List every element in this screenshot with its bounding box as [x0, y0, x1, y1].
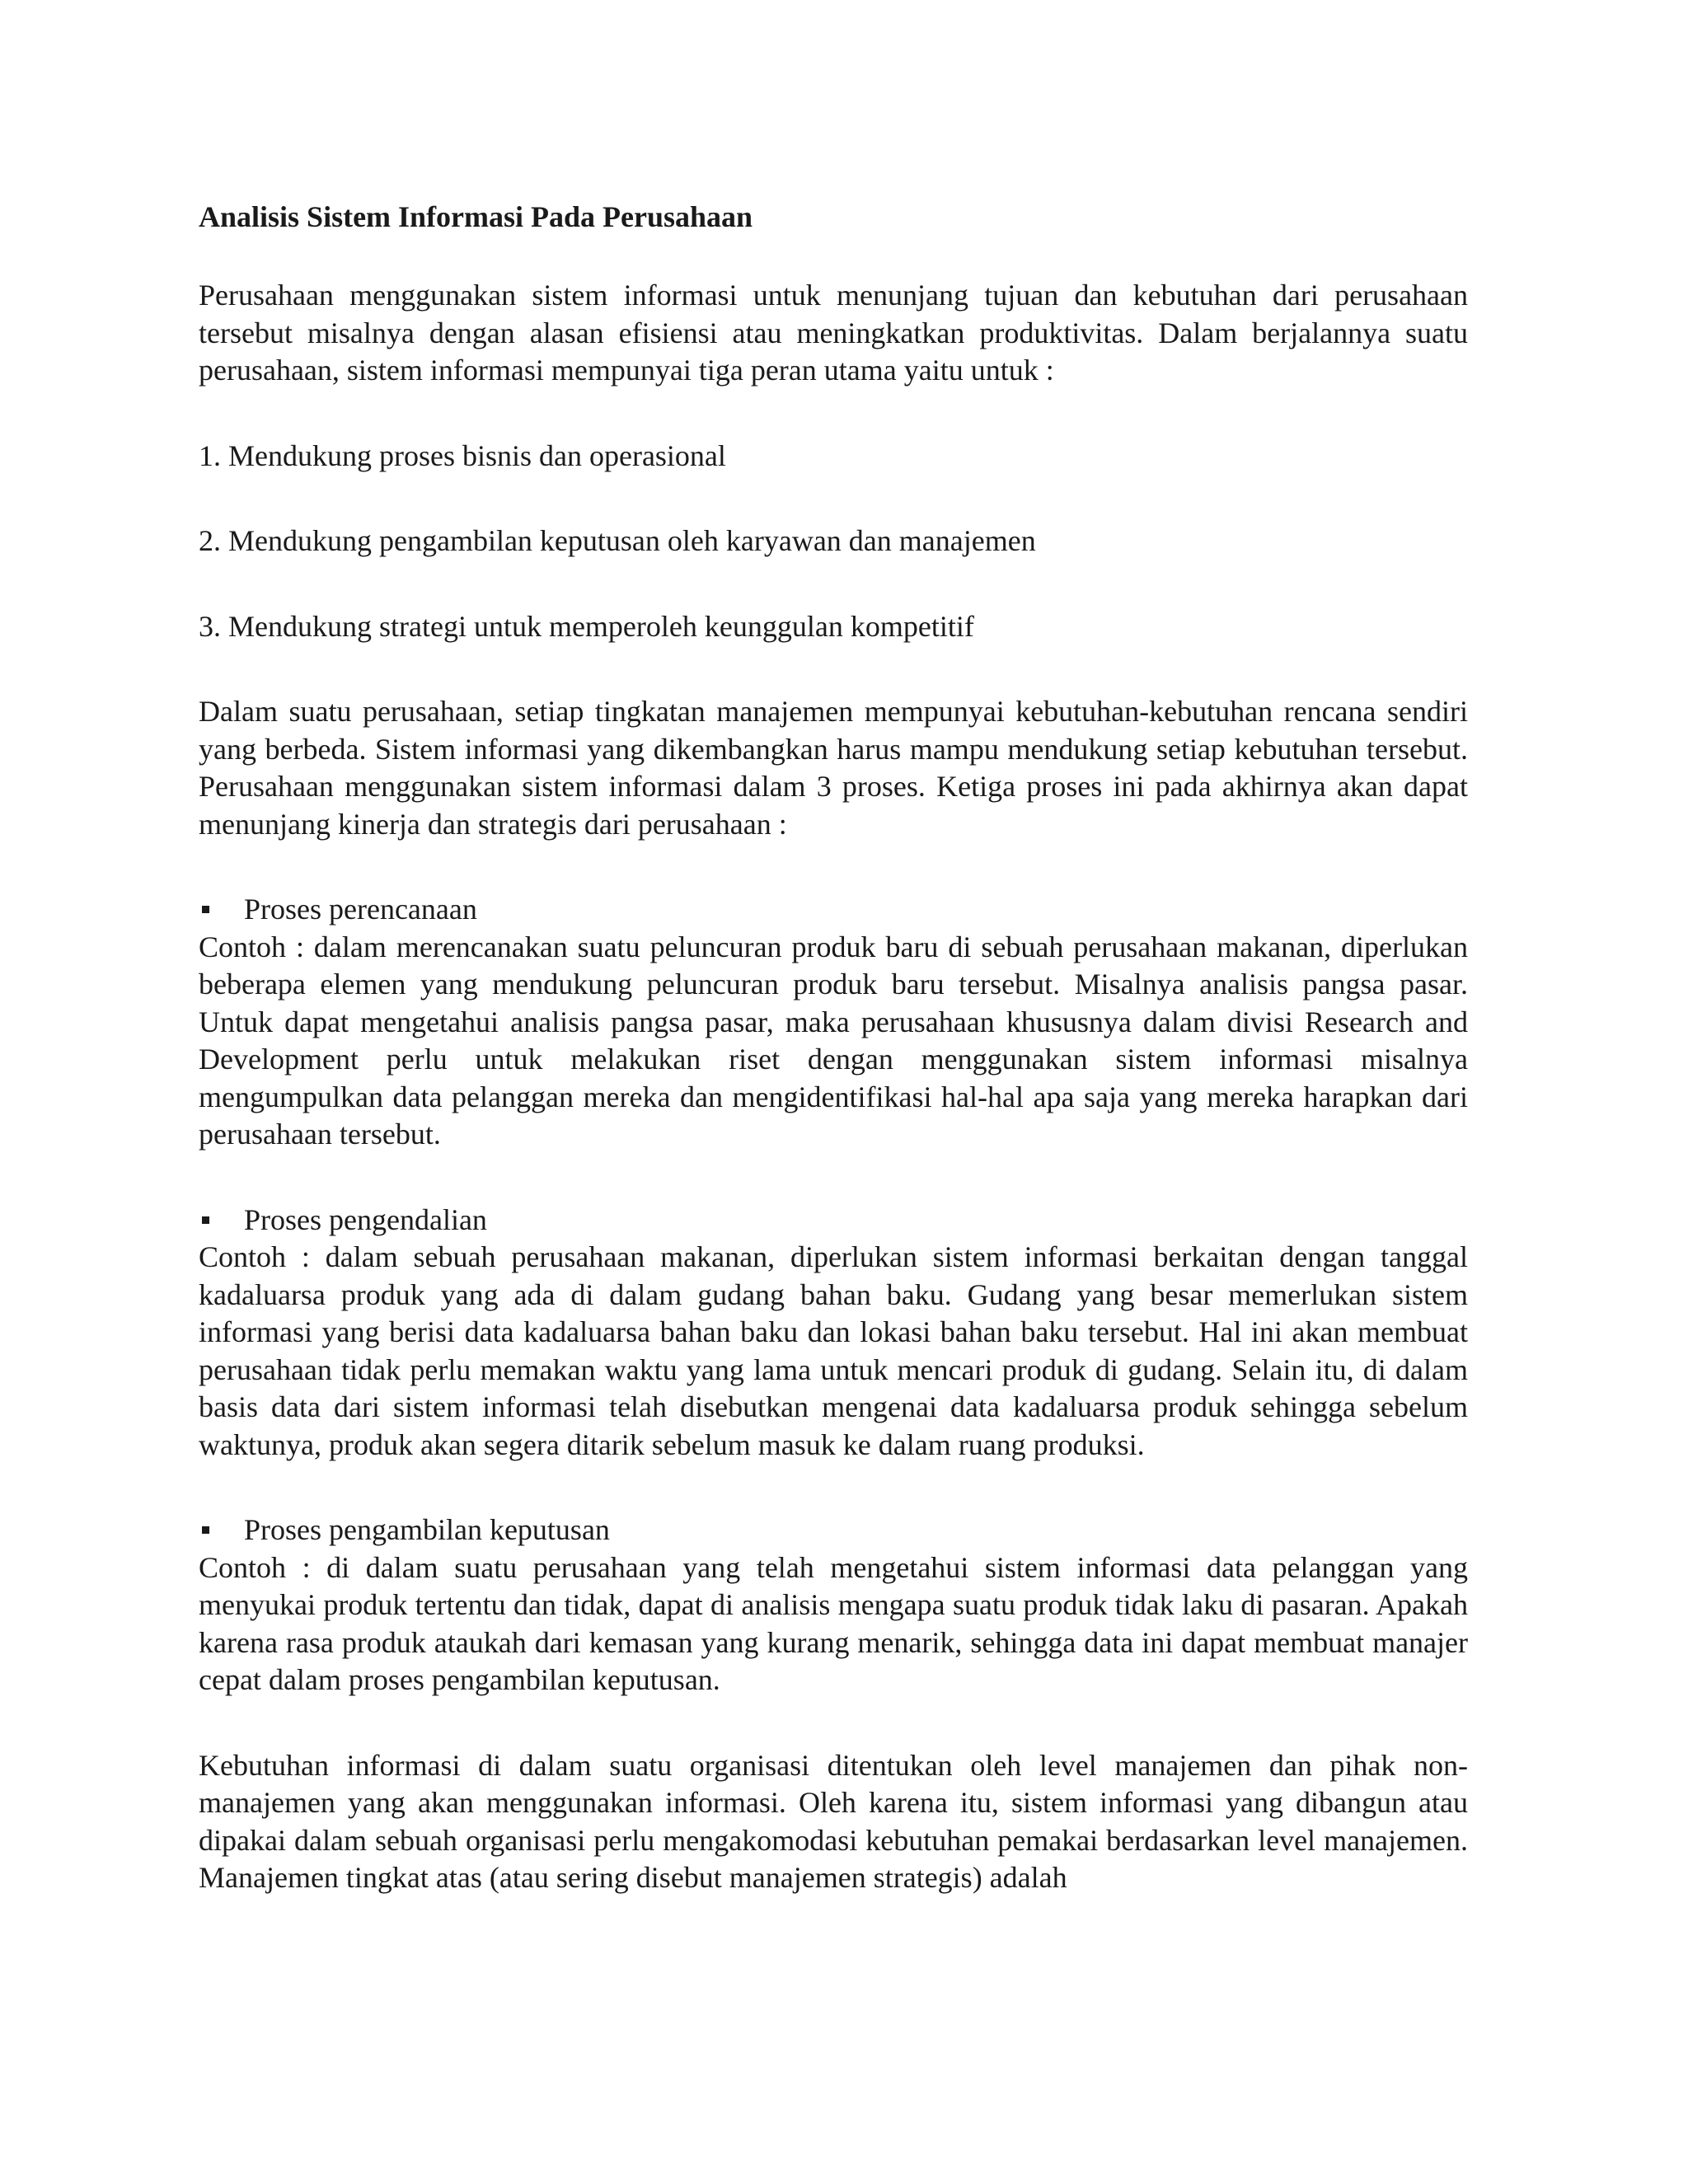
- processes-paragraph: Dalam suatu perusahaan, setiap tingkatan manajemen mempunyai kebutuhan-kebutuhan rencana sendiri yang berbeda. Sistem informasi yang dikembangkan harus mampu mendukung setiap kebutuhan tersebut. Perusahaan menggunakan sistem informasi dalam 3 proses. Ketiga proses ini pada akhirnya akan dapat menunjang kinerja dan strategis dari perusahaan :: [199, 695, 1468, 841]
- bullet-square-icon: [202, 906, 209, 913]
- process-heading: Proses perencanaan: [244, 893, 477, 926]
- intro-paragraph: Perusahaan menggunakan sistem informasi untuk menunjang tujuan dan kebutuhan dari perusahaan tersebut misalnya dengan alasan efisiensi atau meningkatkan produktivitas. Dalam berjalannya suatu perusahaan, sistem informasi mempunyai tiga peran utama yaitu untuk :: [199, 279, 1468, 387]
- role-item-3: 3. Mendukung strategi untuk memperoleh keunggulan kompetitif: [199, 609, 974, 643]
- process-example: Contoh : dalam sebuah perusahaan makanan, diperlukan sistem informasi berkaitan dengan tanggal kadaluarsa produk yang ada di dalam gudang bahan baku. Gudang yang besar memerlukan sistem informasi yang berisi data kadaluarsa bahan baku dan lokasi bahan baku tersebut. Hal ini akan membuat perusahaan tidak perlu memakan waktu yang lama untuk mencari produk di gudang. Selain itu, di dalam basis data dari sistem informasi telah disebutkan mengenai data kadaluarsa produk sehingga sebelum waktunya, produk akan segera ditarik sebelum masuk ke dalam ruang produksi.: [199, 1240, 1468, 1461]
- document-page: [199, 198, 1468, 1897]
- process-control: [199, 1202, 1468, 1465]
- process-example: Contoh : di dalam suatu perusahaan yang telah mengetahui sistem informasi data pelanggan yang menyukai produk tertentu dan tidak, dapat di analisis mengapa suatu produk tidak laku di pasaran. Apakah karena rasa produk ataukah dari kemasan yang kurang menarik, sehingga data ini dapat membuat manajer cepat dalam proses pengambilan keputusan.: [199, 1550, 1468, 1696]
- role-item-1: 1. Mendukung proses bisnis dan operasional: [199, 438, 726, 472]
- process-decision: [199, 1511, 1468, 1699]
- role-item-2: 2. Mendukung pengambilan keputusan oleh karyawan dan manajemen: [199, 524, 1036, 557]
- final-paragraph: Kebutuhan informasi di dalam suatu organisasi ditentukan oleh level manajemen dan pihak non-manajemen yang akan menggunakan informasi. Oleh karena itu, sistem informasi yang dibangun atau dipakai dalam sebuah organisasi perlu mengakomodasi kebutuhan pemakai berdasarkan level manajemen. Manajemen tingkat atas (atau sering disebut manajemen strategis) adalah: [199, 1748, 1468, 1894]
- bullet-square-icon: [202, 1216, 209, 1224]
- process-heading: Proses pengambilan keputusan: [244, 1513, 610, 1546]
- bullet-square-icon: [202, 1526, 209, 1534]
- process-planning: [199, 891, 1468, 1154]
- process-heading: Proses pengendalian: [244, 1202, 487, 1236]
- document-title: Analisis Sistem Informasi Pada Perusahaan: [199, 200, 753, 233]
- process-example: Contoh : dalam merencanakan suatu peluncuran produk baru di sebuah perusahaan makanan, diperlukan beberapa elemen yang mendukung peluncuran produk baru tersebut. Misalnya analisis pangsa pasar. Untuk dapat mengetahui analisis pangsa pasar, maka perusahaan khususnya dalam divisi Research and Development perlu untuk melakukan riset dengan menggunakan sistem informasi misalnya mengumpulkan data pelanggan mereka dan mengidentifikasi hal-hal apa saja yang mereka harapkan dari perusahaan tersebut.: [199, 930, 1468, 1151]
